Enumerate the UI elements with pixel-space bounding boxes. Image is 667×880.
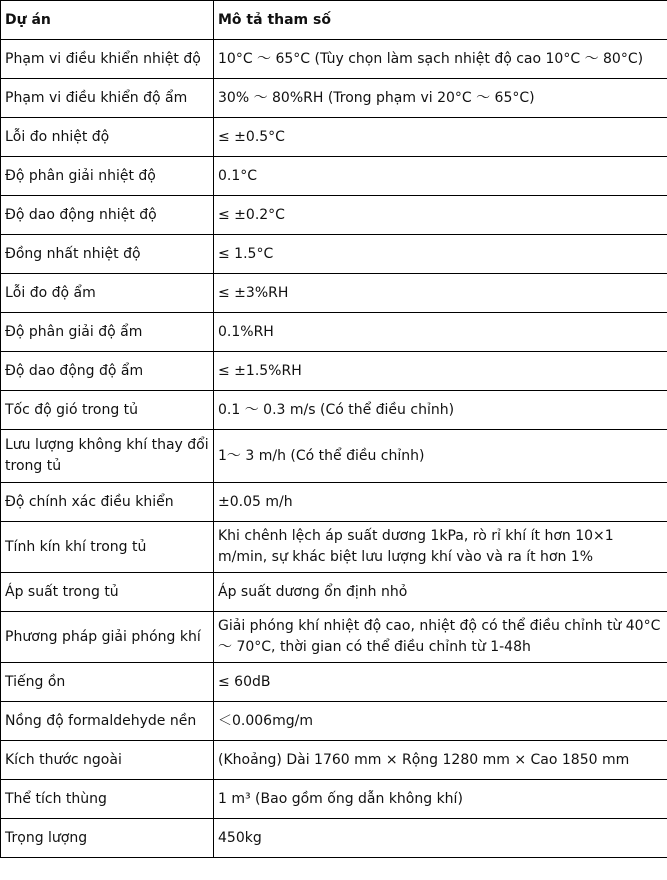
row-value: 30% ～ 80%RH (Trong phạm vi 20°C ～ 65°C) xyxy=(214,79,667,118)
table-row xyxy=(1,352,667,391)
row-value: ＜0.006mg/m xyxy=(214,702,667,741)
table-row xyxy=(1,819,667,858)
table-row xyxy=(1,235,667,274)
row-label: Độ phân giải độ ẩm xyxy=(1,313,214,352)
row-value: (Khoảng) Dài 1760 mm × Rộng 1280 mm × Cao 1850 mm xyxy=(214,741,667,780)
row-label: Lưu lượng không khí thay đổi trong tủ xyxy=(1,430,214,483)
row-value: ≤ 1.5°C xyxy=(214,235,667,274)
row-label: Độ dao động nhiệt độ xyxy=(1,196,214,235)
table-row xyxy=(1,483,667,522)
row-value: 0.1%RH xyxy=(214,313,667,352)
row-label: Áp suất trong tủ xyxy=(1,573,214,612)
row-value: 0.1°C xyxy=(214,157,667,196)
table-row xyxy=(1,157,667,196)
row-value: ≤ ±0.2°C xyxy=(214,196,667,235)
table-row xyxy=(1,612,667,663)
row-value: 0.1 ～ 0.3 m/s (Có thể điều chỉnh) xyxy=(214,391,667,430)
table-row xyxy=(1,79,667,118)
column-header-parameter: Mô tả tham số xyxy=(214,1,667,40)
table-row xyxy=(1,274,667,313)
row-value: ≤ 60dB xyxy=(214,663,667,702)
table-row xyxy=(1,40,667,79)
table-row xyxy=(1,663,667,702)
row-label: Phạm vi điều khiển nhiệt độ xyxy=(1,40,214,79)
row-value: Áp suất dương ổn định nhỏ xyxy=(214,573,667,612)
table-row xyxy=(1,118,667,157)
row-label: Độ dao động độ ẩm xyxy=(1,352,214,391)
row-value: ±0.05 m/h xyxy=(214,483,667,522)
row-label: Độ phân giải nhiệt độ xyxy=(1,157,214,196)
row-value: 1 m³ (Bao gồm ống dẫn không khí) xyxy=(214,780,667,819)
row-label: Đồng nhất nhiệt độ xyxy=(1,235,214,274)
row-label: Phương pháp giải phóng khí xyxy=(1,612,214,663)
row-label: Nồng độ formaldehyde nền xyxy=(1,702,214,741)
row-label: Tốc độ gió trong tủ xyxy=(1,391,214,430)
row-value: 1～ 3 m/h (Có thể điều chỉnh) xyxy=(214,430,667,483)
row-label: Lỗi đo nhiệt độ xyxy=(1,118,214,157)
row-label: Trọng lượng xyxy=(1,819,214,858)
row-label: Tính kín khí trong tủ xyxy=(1,522,214,573)
row-value: 10°C ～ 65°C (Tùy chọn làm sạch nhiệt độ cao 10°C ～ 80°C) xyxy=(214,40,667,79)
table-row xyxy=(1,430,667,483)
table-row xyxy=(1,522,667,573)
row-value: 450kg xyxy=(214,819,667,858)
row-label: Thể tích thùng xyxy=(1,780,214,819)
table-row xyxy=(1,780,667,819)
table-row xyxy=(1,702,667,741)
table-row xyxy=(1,573,667,612)
table-row xyxy=(1,741,667,780)
table-header-row xyxy=(1,1,667,40)
row-label: Lỗi đo độ ẩm xyxy=(1,274,214,313)
row-value: Giải phóng khí nhiệt độ cao, nhiệt độ có thể điều chỉnh từ 40°C～ 70°C, thời gian có thể điều chỉnh từ 1-48h xyxy=(214,612,667,663)
row-label: Phạm vi điều khiển độ ẩm xyxy=(1,79,214,118)
row-value: ≤ ±1.5%RH xyxy=(214,352,667,391)
table-row xyxy=(1,391,667,430)
table-row xyxy=(1,196,667,235)
row-label: Độ chính xác điều khiển xyxy=(1,483,214,522)
row-label: Tiếng ồn xyxy=(1,663,214,702)
table-row xyxy=(1,313,667,352)
row-value: Khi chênh lệch áp suất dương 1kPa, rò rỉ khí ít hơn 10×1 m/min, sự khác biệt lưu lượng khí vào và ra ít hơn 1% xyxy=(214,522,667,573)
row-value: ≤ ±0.5°C xyxy=(214,118,667,157)
row-label: Kích thước ngoài xyxy=(1,741,214,780)
row-value: ≤ ±3%RH xyxy=(214,274,667,313)
column-header-project: Dự án xyxy=(1,1,214,40)
